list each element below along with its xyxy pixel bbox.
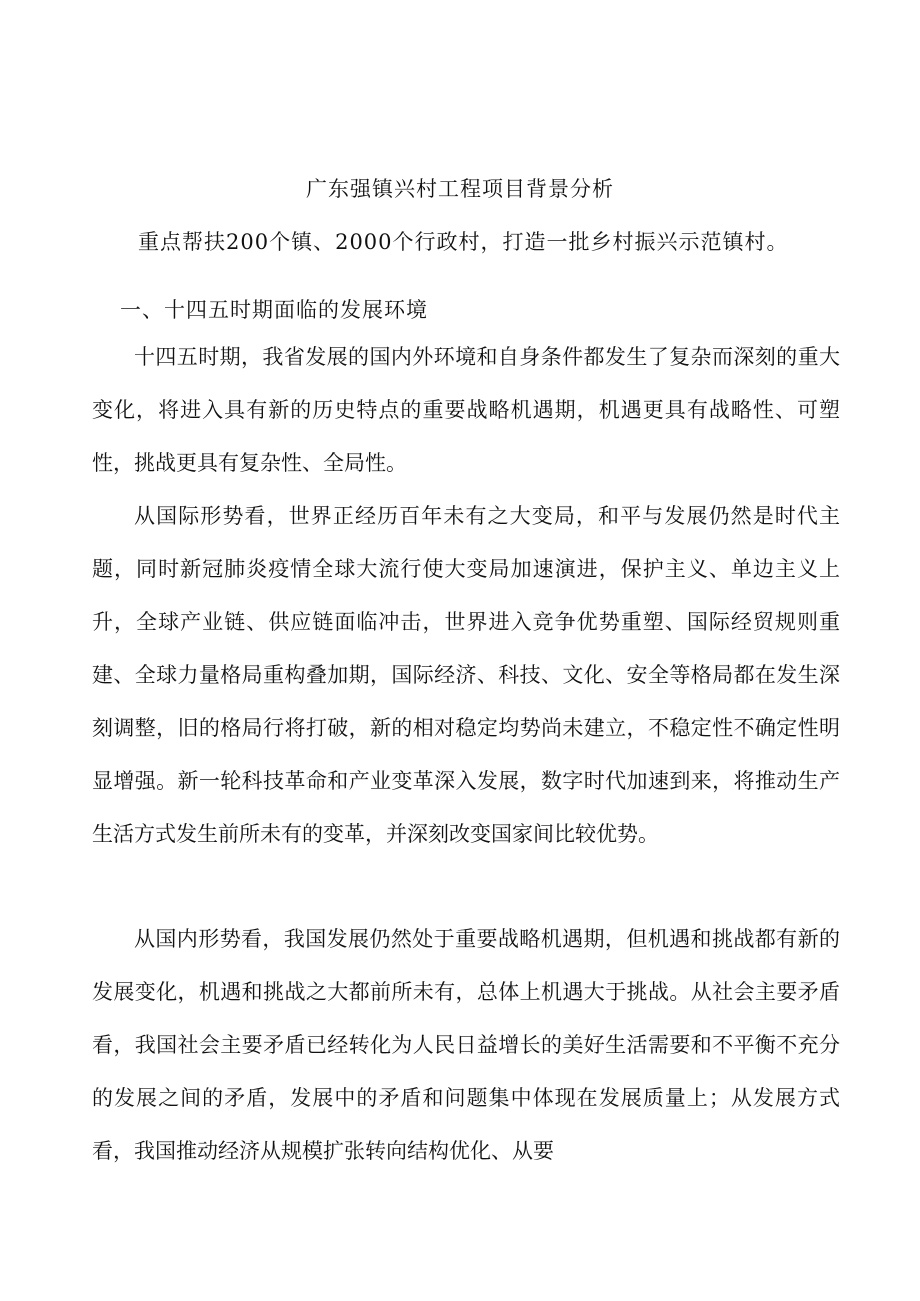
paragraph-outlook: 十四五时期，我省发展的国内外环境和自身条件都发生了复杂而深刻的重大变化，将进入具有新的历史特点的重要战略机遇期，机遇更具有战略性、可塑性，挑战更具有复杂性、全局性。 [92, 345, 840, 475]
document-subtitle: 重点帮扶200个镇、2000个行政村，打造一批乡村振兴示范镇村。 [138, 230, 789, 254]
paragraph-domestic: 从国内形势看，我国发展仍然处于重要战略机遇期，但机遇和挑战都有新的发展变化，机遇和挑战之大都前所未有，总体上机遇大于挑战。从社会主要矛盾看，我国社会主要矛盾已经转化为人民日益增长的美好生活需要和不平衡不充分的发展之间的矛盾，发展中的矛盾和问题集中体现在发展质量上；从发展方式看，我国推动经济从规模扩张转向结构优化、从要 [92, 927, 840, 1163]
document-title: 广东强镇兴村工程项目背景分析 [306, 177, 614, 201]
section-heading: 一、十四五时期面临的发展环境 [120, 298, 428, 322]
paragraph-international: 从国际形势看，世界正经历百年未有之大变局，和平与发展仍然是时代主题，同时新冠肺炎疫情全球大流行使大变局加速演进，保护主义、单边主义上升，全球产业链、供应链面临冲击，世界进入竞争优势重塑、国际经贸规则重建、全球力量格局重构叠加期，国际经济、科技、文化、安全等格局都在发生深刻调整，旧的格局行将打破，新的相对稳定均势尚未建立，不稳定性不确定性明显增强。新一轮科技革命和产业变革深入发展，数字时代加速到来，将推动生产生活方式发生前所未有的变革，并深刻改变国家间比较优势。 [92, 504, 840, 846]
